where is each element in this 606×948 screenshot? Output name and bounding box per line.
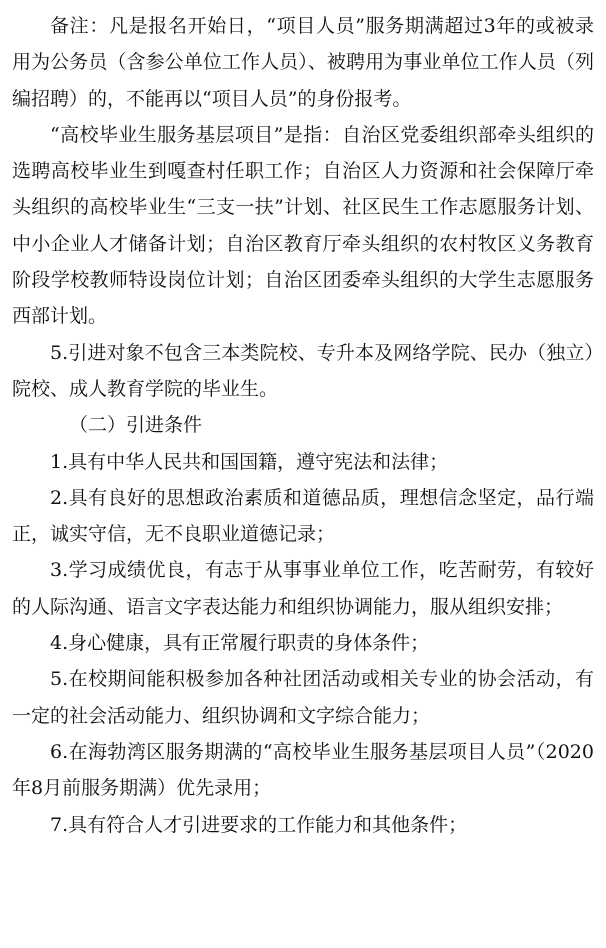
- condition-item-7: 7.具有符合人才引进要求的工作能力和其他条件；: [50, 813, 468, 836]
- condition-item-4: 4.身心健康，具有正常履行职责的身体条件；: [50, 632, 430, 655]
- note-paragraph: 备注：凡是报名开始日，“项目人员”服务期满超过3年的或被录用为公务员（含参公单位工作人员）、被聘用为事业单位工作人员（列编招聘）的，不能再以“项目人员”的身份报考。: [12, 15, 594, 110]
- definition-paragraph: “高校毕业生服务基层项目”是指：自治区党委组织部牵头组织的选聘高校毕业生到嘎查村任职工作；自治区人力资源和社会保障厅牵头组织的高校毕业生“三支一扶”计划、社区民生工作志愿服务计划、中小企业人才储备计划；自治区教育厅牵头组织的农村牧区义务教育阶段学校教师特设岗位计划；自治区团委牵头组织的大学生志愿服务西部计划。: [12, 123, 594, 328]
- condition-item-2: 2.具有良好的思想政治素质和道德品质，理想信念坚定，品行端正，诚实守信，无不良职业道德记录；: [12, 486, 594, 546]
- condition-item-5: 5.在校期间能积极参加各种社团活动或相关专业的协会活动，有一定的社会活动能力、组织协调和文字综合能力；: [12, 668, 594, 727]
- exclusion-paragraph: 5.引进对象不包含三本类院校、专升本及网络学院、民办（独立）院校、成人教育学院的毕业生。: [12, 341, 594, 400]
- section-heading: （二）引进条件: [69, 414, 203, 437]
- condition-item-1: 1.具有中华人民共和国国籍，遵守宪法和法律；: [50, 450, 449, 473]
- condition-item-6: 6.在海勃湾区服务期满的“高校毕业生服务基层项目人员”（2020年8月前服务期满）优先录用；: [12, 740, 594, 800]
- condition-item-3: 3.学习成绩优良，有志于从事事业单位工作，吃苦耐劳，有较好的人际沟通、语言文字表达能力和组织协调能力，服从组织安排；: [12, 559, 594, 618]
